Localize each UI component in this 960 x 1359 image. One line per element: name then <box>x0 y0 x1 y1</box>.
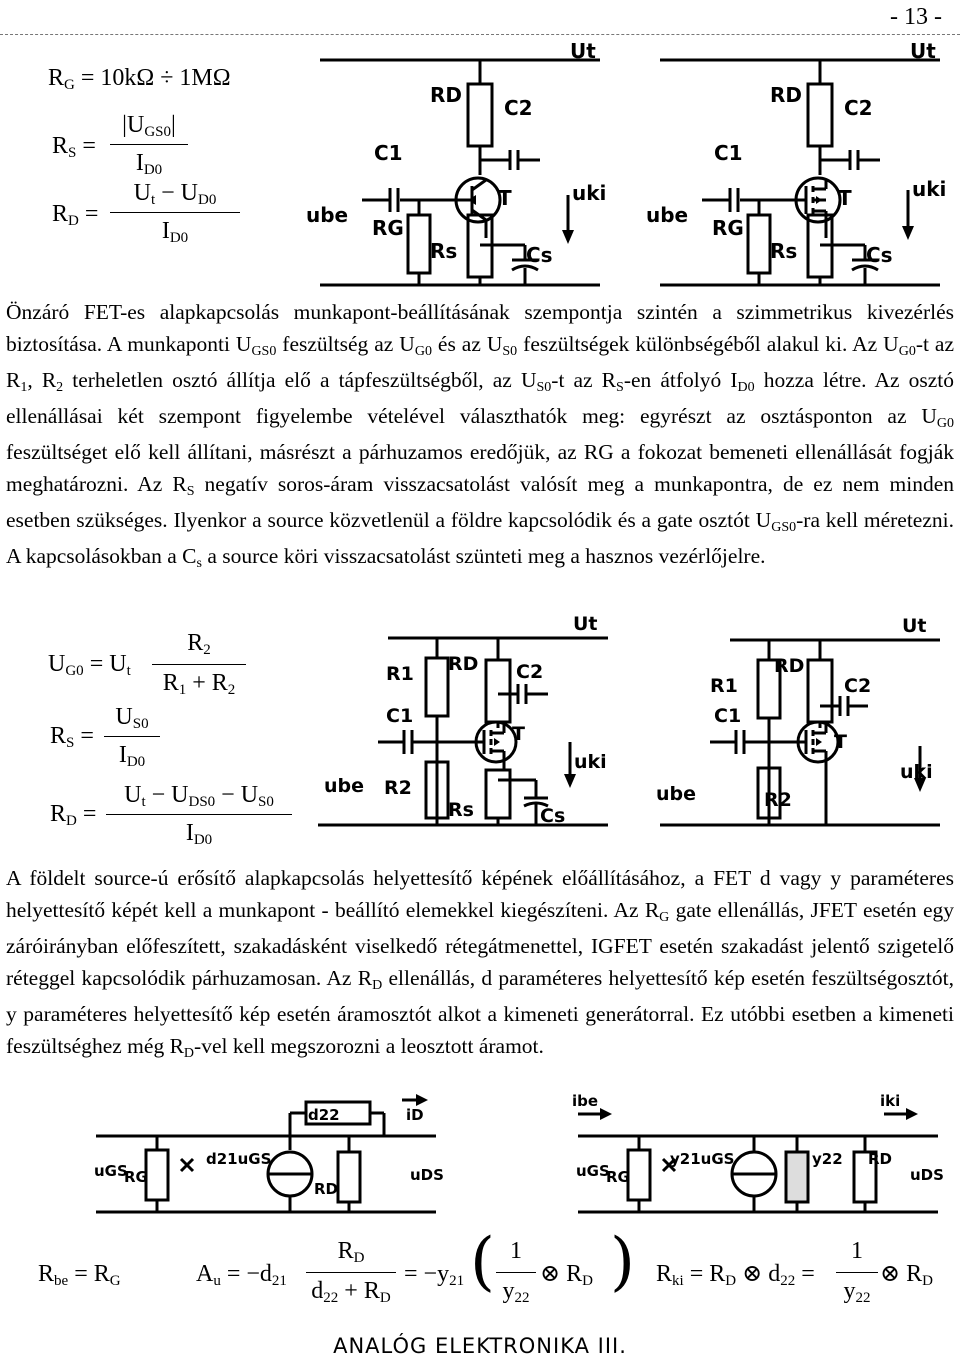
formula-au-mid: = −y21 <box>404 1261 465 1289</box>
circuit-d-equivalent <box>76 1094 466 1220</box>
formula-rbe: Rbe = RG <box>38 1261 121 1289</box>
svg-text:C1: C1 <box>386 705 414 727</box>
svg-text:uki: uki <box>572 181 607 205</box>
svg-text:Cs: Cs <box>540 805 566 827</box>
svg-text:Ut: Ut <box>573 613 598 635</box>
formula-rg: RG = 10kΩ ÷ 1MΩ <box>48 65 231 93</box>
svg-text:T: T <box>834 731 847 753</box>
svg-text:C1: C1 <box>714 141 743 165</box>
svg-text:T: T <box>512 723 525 745</box>
page-number: - 13 - <box>890 4 942 30</box>
svg-text:Ut: Ut <box>910 40 936 63</box>
svg-text:y21uGS: y21uGS <box>670 1150 735 1168</box>
svg-text:d22: d22 <box>308 1106 340 1124</box>
svg-text:RG: RG <box>124 1168 148 1186</box>
svg-text:R2: R2 <box>764 789 792 811</box>
svg-text:y22: y22 <box>812 1150 843 1168</box>
svg-text:Cs: Cs <box>866 243 893 267</box>
svg-text:RD: RD <box>868 1150 893 1168</box>
svg-text:R2: R2 <box>384 777 412 799</box>
svg-text:RD: RD <box>770 83 803 107</box>
svg-text:ibe: ibe <box>572 1094 599 1110</box>
svg-text:uDS: uDS <box>410 1166 444 1184</box>
svg-text:R1: R1 <box>386 663 414 685</box>
svg-text:C2: C2 <box>504 96 533 120</box>
formula-rki-lhs: Rki = RD ⊗ d22 = <box>656 1261 815 1289</box>
svg-text:C1: C1 <box>374 141 403 165</box>
formula-rs2-frac: US0 ID0 <box>104 704 160 770</box>
svg-text:Rs: Rs <box>430 239 458 263</box>
circuit-mosfet-self-bias <box>640 40 958 290</box>
svg-text:uGS: uGS <box>576 1162 610 1180</box>
svg-text:R1: R1 <box>710 675 738 697</box>
formula-au-paren: ( <box>470 1225 495 1299</box>
formula-rki-tail: ⊗ RD <box>880 1261 933 1289</box>
svg-text:ube: ube <box>646 203 689 227</box>
paragraph-2: A földelt source-ú erősítő alapkapcsolás helyettesítő képének előállításához, a FET d vagy y paraméteres helyettesítő képét kell a munkapont - beállító elemekkel kiegészíteni. Az RG gate ellenállás, JFET esetén egy záróirányban előfeszített, szakadásként viselkedő rétegátmenettel, IGFET esetén szakadást jelentő szigetelő réteggel kapcsolódik párhuzamosan. Az RD ellenállás, d paraméteres helyettesítő kép esetén feszültségosztót, y paraméteres helyettesítő kép esetén áramosztót alkot a kimeneti generátorral. Ez utóbbi esetben a kimeneti feszültséghez még RD-vel kell megszorozni a leosztott áramot. <box>6 866 955 1061</box>
formula-au-frac2: 1 y22 <box>496 1238 536 1310</box>
page-footer: ANALÓG ELEKTRONIKA III. <box>333 1334 627 1358</box>
svg-text:Rs: Rs <box>448 799 474 821</box>
formula-rd2-frac: Ut − UDS0 − US0 ID0 <box>106 782 292 848</box>
formula-au-tail: ⊗ RD <box>540 1261 593 1289</box>
formula-au-frac1: RD d22 + RD <box>306 1238 396 1310</box>
circuit-jfet-divider-bias <box>318 610 618 850</box>
svg-text:C2: C2 <box>844 675 872 697</box>
svg-text:ube: ube <box>324 775 365 797</box>
formula-au-paren-close: ) <box>610 1225 635 1299</box>
svg-text:RG: RG <box>712 216 744 240</box>
svg-text:ube: ube <box>656 783 697 805</box>
svg-text:uGS: uGS <box>94 1162 128 1180</box>
svg-text:RD: RD <box>314 1180 339 1198</box>
svg-text:iki: iki <box>880 1094 901 1110</box>
svg-text:ube: ube <box>306 203 349 227</box>
svg-text:C2: C2 <box>844 96 873 120</box>
svg-text:C2: C2 <box>516 661 544 683</box>
circuit-mosfet-divider-bias <box>640 610 956 850</box>
svg-text:RD: RD <box>430 83 463 107</box>
svg-text:uki: uki <box>574 751 607 773</box>
formula-rs-lhs: RS = <box>52 133 96 161</box>
svg-text:uDS: uDS <box>910 1166 944 1184</box>
svg-text:Rs: Rs <box>770 239 798 263</box>
paragraph-1: Önzáró FET-es alapkapcsolás munkapont-beállításának szempontja szintén a szimmetrikus kivezérlés biztosítása. A munkaponti UGS0 feszültség az UG0 és az US0 feszültségek különbségéből alakul ki. Az UG0-t az R1, R2 terheletlen osztó állítja elő a tápfeszültségből, az US0-t az RS-en átfolyó ID0 hozza létre. Az osztó ellenállásai két szempont figyelembe vételével választhatók meg: egyrészt az osztásponton az UG0 feszültséget elő kell állítani, másrészt a párhuzamos eredőjük, az RG a fokozat bemeneti ellenállását fogják meghatározni. Az RS negatív soros-áram visszacsatolást valósít meg a munkapontra, de ez nem minden esetben szükséges. Ilyenkor a source közvetlenül a földre kapcsolódik és a gate osztót UGS0-ra kell méretezni. A kapcsolásokban a Cs a source köri visszacsatolást szünteti meg a hasznos vezérlőjelre. <box>6 300 955 571</box>
svg-text:Cs: Cs <box>526 243 553 267</box>
formula-rd2-lhs: RD = <box>50 801 97 829</box>
svg-text:uki: uki <box>900 761 933 783</box>
svg-text:d21uGS: d21uGS <box>206 1150 272 1168</box>
header-rule <box>0 34 960 35</box>
circuit-y-equivalent <box>558 1094 958 1220</box>
formula-rd-frac: Ut − UD0 ID0 <box>110 180 240 244</box>
formula-au-lhs: Au = −d21 <box>196 1261 287 1289</box>
svg-text:T: T <box>498 186 512 210</box>
svg-text:Ut: Ut <box>902 615 927 637</box>
svg-text:T: T <box>838 186 852 210</box>
svg-text:RG: RG <box>606 1168 630 1186</box>
formula-ug0-lhs: UG0 = Ut <box>48 651 131 679</box>
svg-text:iD: iD <box>406 1106 424 1124</box>
formula-rki-frac: 1 y22 <box>836 1238 878 1310</box>
svg-text:RG: RG <box>372 216 404 240</box>
svg-text:RD: RD <box>774 655 805 677</box>
formula-ug0-frac: R2 R1 + R2 <box>152 630 246 700</box>
circuit-jfet-self-bias <box>300 40 618 290</box>
formula-rs2-lhs: RS = <box>50 723 94 751</box>
formula-rd-lhs: RD = <box>52 201 99 229</box>
svg-text:Ut: Ut <box>570 40 596 63</box>
svg-text:C1: C1 <box>714 705 742 727</box>
svg-text:RD: RD <box>448 653 479 675</box>
svg-text:uki: uki <box>912 177 947 201</box>
formula-rs-frac: |UGS0| ID0 <box>110 112 188 176</box>
